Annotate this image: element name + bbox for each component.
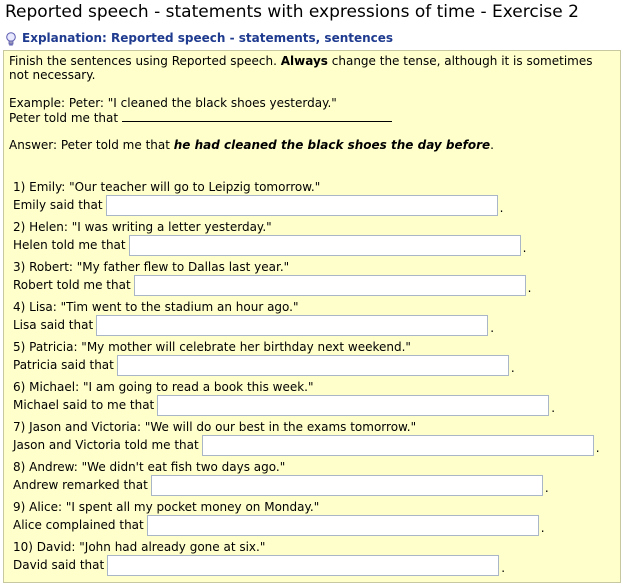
exercise-item-6 bbox=[13, 380, 555, 416]
exercise-item-7 bbox=[13, 420, 600, 456]
example-block bbox=[9, 96, 392, 125]
instructions-text-cont: change the tense, although it is sometimes bbox=[327, 54, 593, 68]
answer-input-1[interactable] bbox=[106, 195, 498, 216]
item-end: . bbox=[499, 201, 504, 215]
item-end: . bbox=[551, 401, 556, 415]
item-quote: 8) Andrew: "We didn't eat fish two days ago." bbox=[13, 460, 286, 474]
exercise-item-10 bbox=[13, 540, 505, 576]
answer-suffix: . bbox=[490, 138, 494, 152]
lightbulb-icon bbox=[5, 31, 17, 45]
item-stem: Patricia said that bbox=[13, 358, 114, 372]
item-quote: 1) Emily: "Our teacher will go to Leipzig tomorrow." bbox=[13, 180, 321, 194]
example-stem: Peter told me that bbox=[9, 111, 119, 125]
answer-input-10[interactable] bbox=[107, 555, 499, 576]
item-end: . bbox=[544, 481, 549, 495]
item-end: . bbox=[510, 361, 515, 375]
item-end: . bbox=[540, 521, 545, 535]
explanation-link[interactable]: Explanation: Reported speech - statements, sentences bbox=[22, 31, 394, 45]
exercise-item-3 bbox=[13, 260, 532, 296]
item-quote: 9) Alice: "I spent all my pocket money on Monday." bbox=[13, 500, 320, 514]
exercise-item-4 bbox=[13, 300, 494, 336]
explanation-row bbox=[5, 30, 393, 46]
item-stem: Emily said that bbox=[13, 198, 103, 212]
answer-input-7[interactable] bbox=[202, 435, 594, 456]
item-stem: Lisa said that bbox=[13, 318, 94, 332]
item-quote: 4) Lisa: "Tim went to the stadium an hour ago." bbox=[13, 300, 299, 314]
item-stem: Andrew remarked that bbox=[13, 478, 148, 492]
item-quote: 6) Michael: "I am going to read a book this week." bbox=[13, 380, 314, 394]
exercise-item-1 bbox=[13, 180, 503, 216]
instructions bbox=[9, 54, 619, 82]
item-end: . bbox=[527, 281, 532, 295]
item-quote: 7) Jason and Victoria: "We will do our best in the exams tomorrow." bbox=[13, 420, 417, 434]
exercise-item-2 bbox=[13, 220, 526, 256]
item-stem: David said that bbox=[13, 558, 105, 572]
answer-input-9[interactable] bbox=[147, 515, 539, 536]
item-quote: 5) Patricia: "My mother will celebrate her birthday next weekend." bbox=[13, 340, 411, 354]
example-answer bbox=[9, 138, 494, 152]
item-quote: 2) Helen: "I was writing a letter yesterday." bbox=[13, 220, 272, 234]
answer-input-5[interactable] bbox=[117, 355, 509, 376]
item-end: . bbox=[501, 561, 506, 575]
example-quote: Example: Peter: "I cleaned the black shoes yesterday." bbox=[9, 96, 337, 110]
answer-input-2[interactable] bbox=[129, 235, 521, 256]
example-stem-row bbox=[9, 110, 392, 125]
item-stem: Robert told me that bbox=[13, 278, 131, 292]
exercise-item-8 bbox=[13, 460, 549, 496]
item-end: . bbox=[522, 241, 527, 255]
answer-input-4[interactable] bbox=[96, 315, 488, 336]
exercise-item-5 bbox=[13, 340, 515, 376]
example-blank-line bbox=[122, 110, 392, 122]
item-stem: Alice complained that bbox=[13, 518, 144, 532]
answer-prefix: Answer: Peter told me that bbox=[9, 138, 174, 152]
instructions-line2: not necessary. bbox=[9, 68, 96, 82]
answer-text: he had cleaned the black shoes the day before bbox=[173, 138, 491, 152]
exercise-item-9 bbox=[13, 500, 545, 536]
page-title: Reported speech - statements with expressions of time - Exercise 2 bbox=[5, 2, 579, 22]
answer-input-3[interactable] bbox=[134, 275, 526, 296]
item-stem: Helen told me that bbox=[13, 238, 126, 252]
item-end: . bbox=[595, 441, 600, 455]
item-stem: Jason and Victoria told me that bbox=[13, 438, 199, 452]
answer-input-8[interactable] bbox=[151, 475, 543, 496]
item-stem: Michael said to me that bbox=[13, 398, 155, 412]
answer-input-6[interactable] bbox=[157, 395, 549, 416]
item-quote: 10) David: "John had already gone at six." bbox=[13, 540, 266, 554]
item-quote: 3) Robert: "My father flew to Dallas last year." bbox=[13, 260, 290, 274]
instructions-text: Finish the sentences using Reported speech. bbox=[9, 54, 281, 68]
item-end: . bbox=[490, 321, 495, 335]
exercise-panel bbox=[3, 50, 621, 583]
instructions-emphasis: Always bbox=[280, 54, 328, 68]
